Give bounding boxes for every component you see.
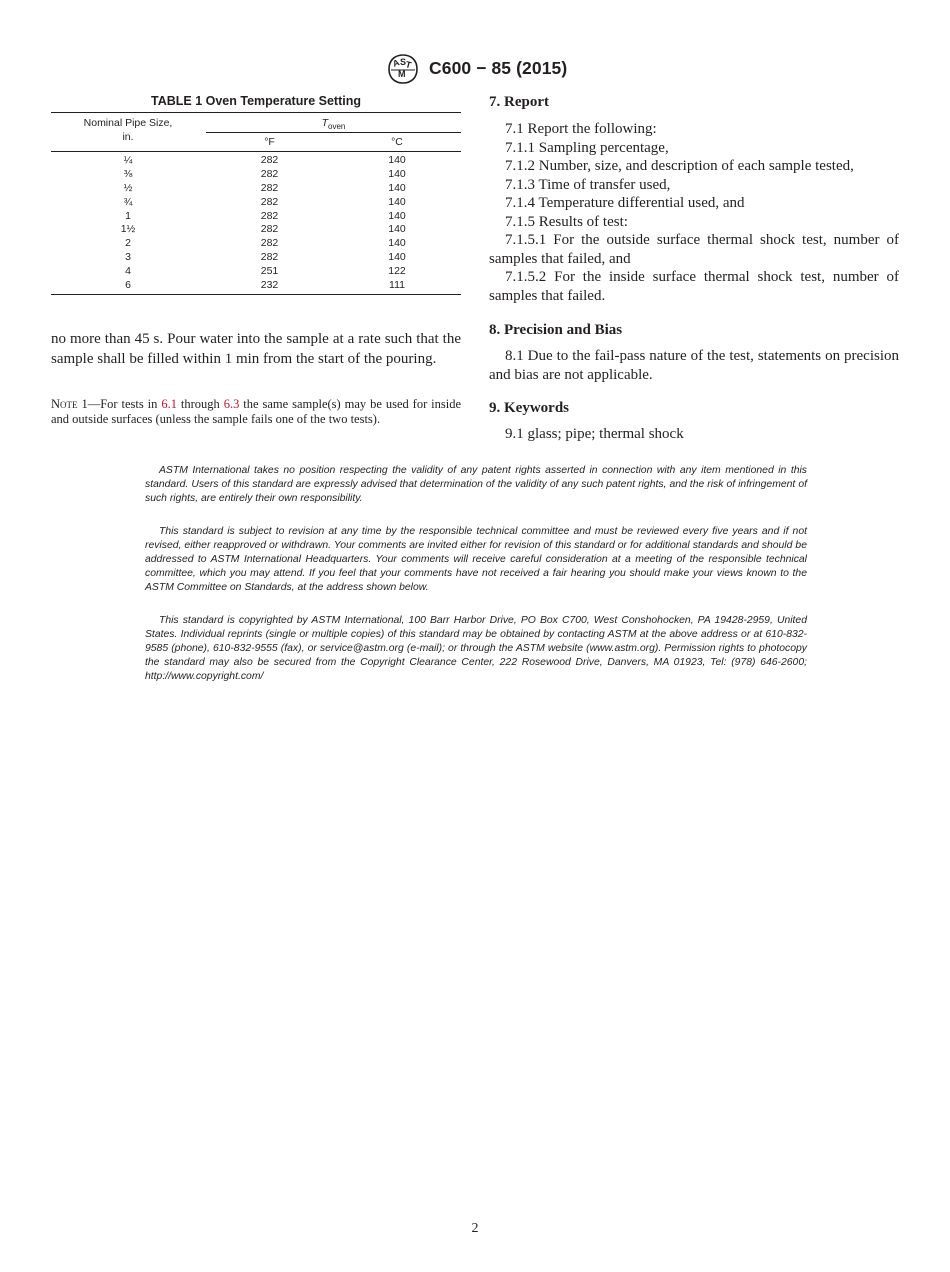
cell-size: 1 <box>125 209 131 222</box>
cell-c: 140 <box>388 237 406 250</box>
section-7-heading: 7. Report <box>489 94 549 110</box>
cell-f: 282 <box>260 181 279 194</box>
svg-text:M: M <box>398 69 406 79</box>
cell-size: ¾ <box>123 195 133 208</box>
table-row <box>51 196 461 210</box>
para-7-1: 7.1 Report the following: <box>505 121 657 137</box>
cell-size: 1½ <box>120 223 136 236</box>
table-row <box>51 154 461 168</box>
section-8-heading: 8. Precision and Bias <box>489 322 623 338</box>
cell-c: 140 <box>388 223 406 236</box>
table-title: TABLE 1 Oven Temperature Setting <box>151 94 361 108</box>
group-header-rule <box>206 132 461 133</box>
para-7-1-5: 7.1.5 Results of test: <box>505 213 628 230</box>
cell-c: 140 <box>388 195 406 208</box>
cell-f: 232 <box>260 279 279 292</box>
footer-revision-notice: This standard is subject to revision at any time by the responsible technical committee and must be reviewed every five years and if not revised, either reapproved or withdrawn. Your comments are invited either for revision of this standard or for additional standards and should be addressed to ASTM International Headquarters. Your comments will receive careful consideration at a meeting of the responsible technical committee, which you may attend. If you feel that your comments have not received a fair hearing you should make your views known to the ASTM Committee on Standards, at the address shown below. <box>145 526 807 593</box>
cell-size: 2 <box>125 237 131 250</box>
para-7-1-5-2: 7.1.5.2 For the inside surface thermal shock test, number of samples that failed. <box>489 269 899 304</box>
para-9-1: 9.1 glass; pipe; thermal shock <box>505 426 684 442</box>
astm-logo-icon <box>385 52 421 86</box>
header-rule <box>51 151 461 152</box>
cell-f: 282 <box>260 237 279 250</box>
cell-f: 282 <box>260 223 279 236</box>
cell-f: 282 <box>260 167 279 180</box>
table-row <box>51 251 461 265</box>
cell-c: 140 <box>388 209 406 222</box>
cell-size: ⅜ <box>123 167 133 180</box>
section-9-heading: 9. Keywords <box>489 400 569 416</box>
toven-subscript: oven <box>328 122 346 131</box>
table-bottom-rule <box>51 294 461 295</box>
para-7-1-3: 7.1.3 Time of transfer used, <box>505 176 671 193</box>
cell-size: 3 <box>125 251 131 264</box>
column-group-header-toven <box>206 117 461 131</box>
svg-text:A: A <box>391 57 401 69</box>
table-top-rule <box>51 112 461 113</box>
table-row <box>51 223 461 237</box>
designation: C600 − 85 (2015) <box>429 58 568 78</box>
column-header-pipe-size-unit: in. <box>122 131 134 143</box>
svg-text:S: S <box>400 57 407 67</box>
cell-f: 282 <box>260 251 279 264</box>
para-7-1-4: 7.1.4 Temperature differential used, and <box>505 195 745 211</box>
para-8-1: 8.1 Due to the fail-pass nature of the test, statements on precision and bias are not applicable. <box>489 348 899 383</box>
continuation-paragraph: no more than 45 s. Pour water into the sample at a rate such that the sample shall be filled within 1 min from the start of the pouring. <box>51 331 461 367</box>
note-1 <box>51 397 461 427</box>
note-number: 1—For tests in <box>81 397 158 411</box>
para-7-1-1: 7.1.1 Sampling percentage, <box>505 139 669 156</box>
svg-text:T: T <box>404 59 413 71</box>
cell-f: 282 <box>260 209 279 222</box>
column-header-celsius: °C <box>391 136 403 148</box>
table-row <box>51 237 461 251</box>
cell-size: 4 <box>125 265 131 278</box>
page-number: 2 <box>471 1221 479 1236</box>
cell-f: 251 <box>260 265 279 278</box>
note-text: the same sample(s) may be used for inside and outside surfaces (unless the sample fails one of the two tests). <box>51 397 462 426</box>
para-7-1-2: 7.1.2 Number, size, and description of each sample tested, <box>505 158 854 174</box>
xref-6-1-link[interactable]: 6.1 <box>161 397 177 411</box>
para-7-1-5-1: 7.1.5.1 For the outside surface thermal shock test, number of samples that failed, and <box>489 232 899 267</box>
table-row <box>51 265 461 279</box>
table-row <box>51 182 461 196</box>
table-body <box>51 154 461 293</box>
table-row <box>51 279 461 293</box>
cell-size: 6 <box>125 279 131 292</box>
table-row <box>51 210 461 224</box>
footer-patent-notice: ASTM International takes no position respecting the validity of any patent rights asserted in connection with any item mentioned in this standard. Users of this standard are expressly advised that determination of the validity of any such patent rights, and the risk of infringement of such rights, are entirely their own responsibility. <box>145 465 807 504</box>
page-header <box>0 52 950 86</box>
cell-c: 140 <box>388 181 406 194</box>
legal-footer <box>145 464 807 703</box>
note-through: through <box>180 397 220 411</box>
cell-f: 282 <box>260 154 279 166</box>
column-header-fahrenheit: °F <box>264 136 275 148</box>
note-label: Note <box>51 397 78 411</box>
xref-6-3-link[interactable]: 6.3 <box>223 397 240 411</box>
cell-c: 111 <box>389 279 405 292</box>
cell-f: 282 <box>260 195 279 208</box>
cell-size: ¼ <box>123 154 133 166</box>
cell-c: 140 <box>388 154 406 166</box>
footer-copyright-notice: This standard is copyrighted by ASTM International, 100 Barr Harbor Drive, PO Box C700, West Conshohocken, PA 19428-2959, United States. Individual reprints (single or multiple copies) of this standard may be obtained by contacting ASTM at the above address or at 610-832-9585 (phone), 610-832-9555 (fax), or service@astm.org (e-mail); or through the ASTM website (www.astm.org). Permission rights to photocopy the standard may also be secured from the Copyright Clearance Center, 222 Rosewood Drive, Danvers, MA 01923, Tel: (978) 646-2600; http://www.copyright.com/ <box>145 615 807 682</box>
cell-size: ½ <box>123 181 133 194</box>
cell-c: 140 <box>388 251 406 264</box>
toven-symbol: T <box>321 117 329 129</box>
table-row <box>51 168 461 182</box>
cell-c: 140 <box>388 167 406 180</box>
cell-c: 122 <box>388 265 406 278</box>
column-header-pipe-size: Nominal Pipe Size, <box>83 117 173 129</box>
